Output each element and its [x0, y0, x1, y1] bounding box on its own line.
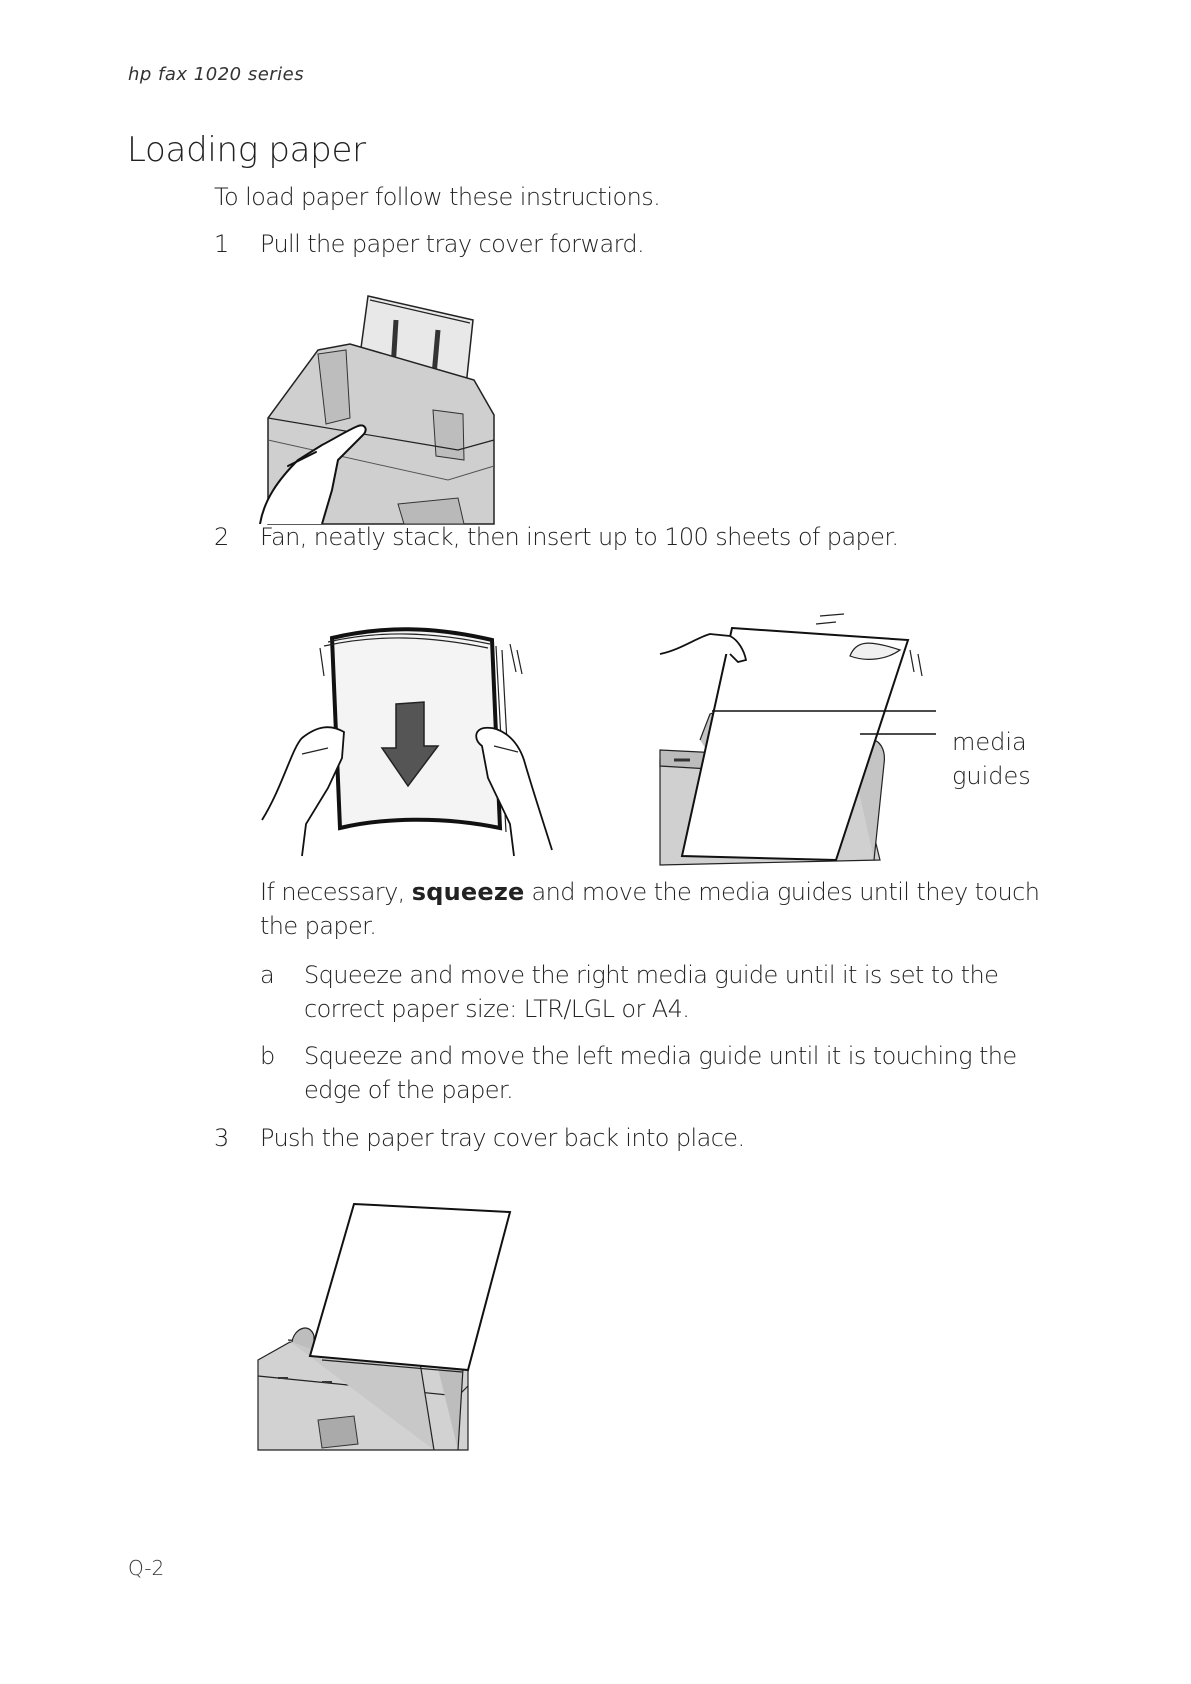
running-header: hp fax 1020 series	[128, 64, 305, 85]
step-number: 2	[214, 523, 229, 551]
substep-letter: b	[260, 1042, 275, 1070]
page-number: Q-2	[128, 1556, 165, 1580]
substep-a	[260, 958, 1060, 1028]
callout-media: media	[952, 728, 1027, 756]
illustration-close-tray-cover	[258, 1200, 508, 1450]
step-text: Fan, neatly stack, then insert up to 100 sheets of paper.	[260, 523, 899, 551]
callout-guides: guides	[952, 762, 1031, 790]
intro-text: To load paper follow these instructions.	[214, 183, 661, 211]
step-number: 3	[214, 1124, 229, 1152]
substep-letter: a	[260, 961, 275, 989]
guide-note-suffix: and move the media guides until they touch the paper.	[260, 878, 1040, 940]
illustration-pull-tray-cover	[258, 290, 508, 524]
substep-text: Squeeze and move the right media guide until it is set to the correct paper size: LTR/LGL or A4.	[304, 961, 999, 1023]
step-number: 1	[214, 230, 229, 258]
guide-note-emphasis: squeeze	[411, 878, 525, 906]
substep-text: Squeeze and move the left media guide until it is touching the edge of the paper.	[304, 1042, 1017, 1104]
substep-b	[260, 1039, 1060, 1109]
section-title: Loading paper	[127, 130, 366, 170]
step-text: Pull the paper tray cover forward.	[260, 230, 645, 258]
illustration-fan-paper-stack	[262, 628, 552, 858]
step-text: Push the paper tray cover back into place.	[260, 1124, 745, 1152]
guide-note	[260, 875, 1060, 943]
guide-note-prefix: If necessary,	[260, 878, 412, 906]
